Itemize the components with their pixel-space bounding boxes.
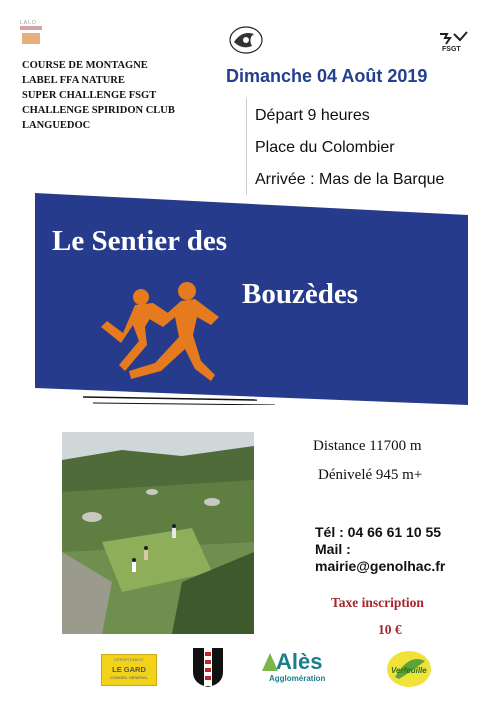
lalo-logo-bar bbox=[20, 26, 42, 30]
contact-email[interactable]: mairie@genolhac.fr bbox=[315, 558, 446, 574]
le-gard-logo-name: LE GARD bbox=[112, 665, 146, 674]
arrival-place: Arrivée : Mas de la Barque bbox=[255, 171, 445, 188]
fsgt-logo-text: FSGT bbox=[442, 46, 461, 52]
event-title-line1: Le Sentier des bbox=[52, 225, 228, 257]
ales-logo-name: Alès bbox=[276, 649, 323, 674]
fee-label: Taxe inscription bbox=[331, 595, 424, 610]
event-date: Dimanche 04 Août 2019 bbox=[226, 66, 428, 86]
contact-mail-label: Mail : bbox=[315, 541, 351, 557]
label-item: LABEL FFA NATURE bbox=[22, 75, 125, 86]
verfeuille-logo bbox=[385, 649, 433, 689]
le-gard-logo bbox=[101, 654, 157, 686]
genolhac-shield-icon bbox=[191, 646, 225, 688]
lalo-logo-block bbox=[22, 33, 40, 44]
event-title-line2: Bouzèdes bbox=[242, 278, 358, 310]
label-item: COURSE DE MONTAGNE bbox=[22, 60, 148, 71]
ground-line bbox=[93, 403, 275, 405]
ground-line bbox=[83, 397, 257, 400]
ales-agglomeration-logo bbox=[262, 649, 342, 685]
fsgt-logo bbox=[437, 30, 471, 52]
ales-logo-sub: Agglomération bbox=[269, 674, 326, 683]
label-item: CHALLENGE SPIRIDON CLUB bbox=[22, 105, 175, 116]
lalo-logo bbox=[20, 20, 42, 44]
lalo-logo-text: LALO bbox=[20, 20, 37, 26]
trail-photo bbox=[62, 432, 254, 634]
course-distance: Distance 11700 m bbox=[313, 438, 422, 454]
depart-place: Place du Colombier bbox=[255, 139, 395, 156]
label-item: LANGUEDOC bbox=[22, 120, 91, 131]
race-labels bbox=[22, 58, 175, 133]
spiridon-logo bbox=[228, 24, 264, 56]
contact-phone: Tél : 04 66 61 10 55 bbox=[315, 524, 442, 540]
contact-block bbox=[315, 524, 445, 575]
divider-line bbox=[246, 98, 247, 195]
course-elevation: Dénivelé 945 m+ bbox=[318, 467, 423, 483]
le-gard-logo-top: DÉPARTEMENT bbox=[114, 657, 144, 662]
le-gard-logo-sub: CONSEIL GÉNÉRAL bbox=[110, 675, 148, 680]
verfeuille-logo-text: Verfeuille bbox=[391, 666, 427, 675]
fee-amount: 10 € bbox=[378, 622, 402, 637]
label-item: SUPER CHALLENGE FSGT bbox=[22, 90, 157, 101]
depart-time: Départ 9 heures bbox=[255, 107, 370, 124]
